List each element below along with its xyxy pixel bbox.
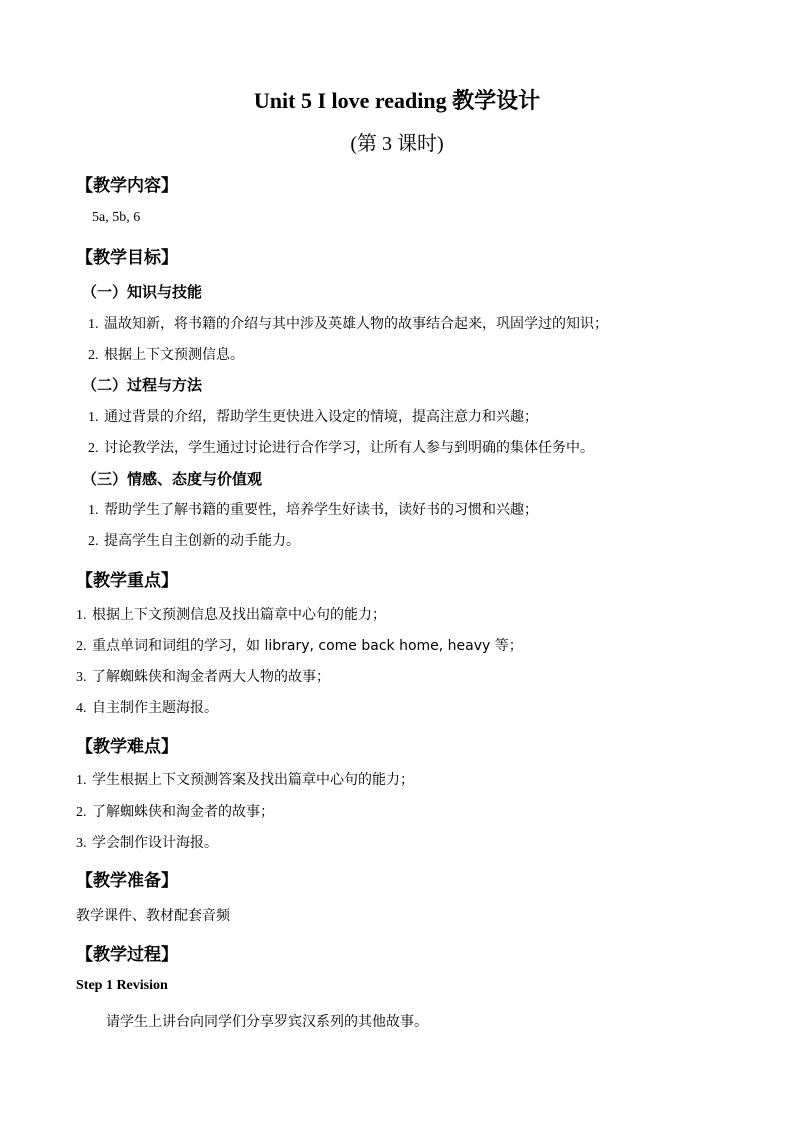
list-item-text: 自主制作主题海报。: [92, 700, 218, 716]
section-heading-content: 【教学内容】: [76, 176, 178, 196]
list-number: 1.: [76, 773, 87, 788]
document-title: Unit 5 I love reading 教学设计: [253, 88, 541, 113]
content-text: 5a, 5b, 6: [92, 210, 141, 225]
list-item: [88, 530, 300, 550]
list-item: [88, 499, 538, 519]
section-heading-process: 【教学过程】: [76, 945, 178, 965]
section-heading-preparation: 【教学准备】: [76, 871, 178, 891]
list-item-text: 根据上下文预测信息及找出篇章中心句的能力；: [92, 607, 386, 623]
list-item-text: 讨论教学法，学生通过讨论进行合作学习，让所有人参与到明确的集体任务中。: [104, 440, 594, 456]
step-text: 请学生上讲台向同学们分享罗宾汉系列的其他故事。: [106, 1014, 428, 1030]
list-item: [88, 437, 594, 457]
objectives-sub3-title: （三）情感、态度与价值观: [82, 470, 263, 488]
list-item-text: 温故知新，将书籍的介绍与其中涉及英雄人物的故事结合起来，巩固学过的知识；: [104, 316, 608, 332]
section-heading-difficulties: 【教学难点】: [76, 737, 178, 757]
list-item: [88, 344, 244, 364]
list-item: [76, 666, 330, 686]
list-item-text: 重点单词和词组的学习，如 library, come back home, heavy 等；: [92, 638, 523, 654]
list-item-text: 了解蜘蛛侠和淘金者的故事；: [92, 804, 274, 820]
list-number: 2.: [88, 441, 99, 456]
list-item-text: 通过背景的介绍，帮助学生更快进入设定的情境，提高注意力和兴趣；: [104, 409, 538, 425]
list-item: [76, 769, 414, 789]
list-item: [76, 801, 274, 821]
section-heading-key-points: 【教学重点】: [76, 571, 178, 591]
list-item: [76, 604, 386, 624]
list-number: 1.: [88, 317, 99, 332]
list-item-text: 了解蜘蛛侠和淘金者两大人物的故事；: [92, 669, 330, 685]
objectives-sub1-title: （一）知识与技能: [82, 283, 203, 301]
list-item-text: 学生根据上下文预测答案及找出篇章中心句的能力；: [92, 772, 414, 788]
step-title: Step 1 Revision: [76, 978, 168, 993]
list-item-text: 帮助学生了解书籍的重要性，培养学生好读书，读好书的习惯和兴趣；: [104, 502, 538, 518]
document-subtitle: (第 3 课时): [350, 133, 444, 155]
list-item-text: 学会制作设计海报。: [92, 835, 218, 851]
list-number: 2.: [76, 805, 87, 820]
list-number: 3.: [76, 670, 87, 685]
objectives-sub2-title: （二）过程与方法: [82, 376, 203, 394]
list-item: [88, 406, 538, 426]
list-item: [88, 313, 608, 333]
list-number: 3.: [76, 836, 87, 851]
list-number: 2.: [76, 639, 87, 654]
preparation-text: 教学课件、教材配套音频: [76, 908, 230, 924]
list-number: 1.: [88, 503, 99, 518]
list-number: 1.: [88, 410, 99, 425]
list-item: [76, 832, 218, 852]
list-item-text: 根据上下文预测信息。: [104, 347, 244, 363]
list-item: [76, 697, 218, 717]
list-number: 4.: [76, 701, 87, 716]
list-number: 2.: [88, 348, 99, 363]
section-heading-objectives: 【教学目标】: [76, 248, 178, 268]
list-number: 1.: [76, 608, 87, 623]
list-number: 2.: [88, 534, 99, 549]
list-item-text: 提高学生自主创新的动手能力。: [104, 533, 300, 549]
list-item: [76, 635, 523, 655]
